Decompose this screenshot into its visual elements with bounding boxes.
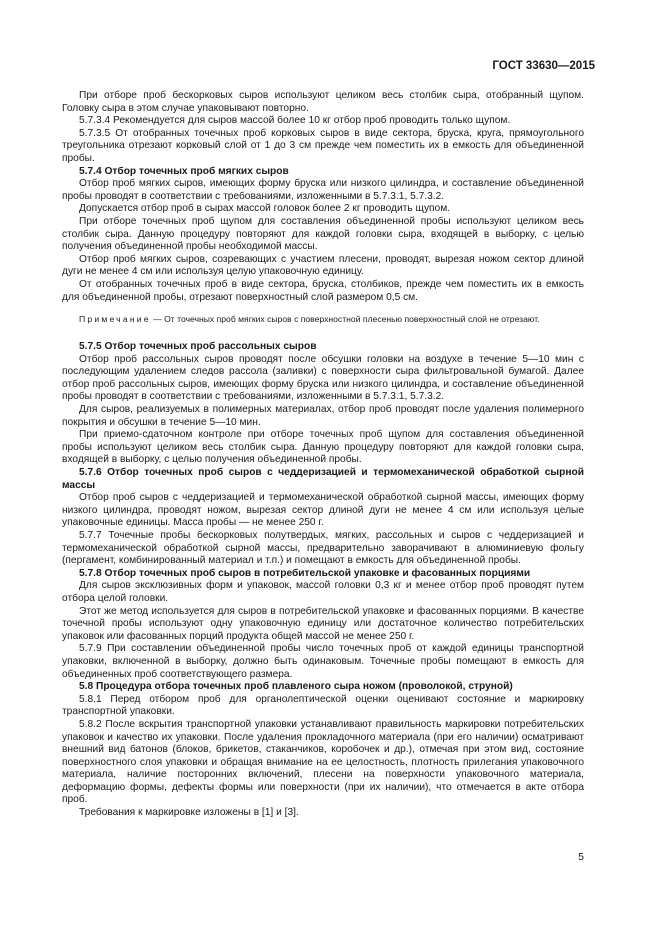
section-heading: 5.7.8 Отбор точечных проб сыров в потребительской упаковке и фасованных порциями [79, 567, 531, 579]
paragraph: Отбор проб мягких сыров, имеющих форму бруска или низкого цилиндра, и составление объединенной пробы проводят в соответствии с требованиями, изложенными в 5.7.3.1, 5.7.3.2. [62, 178, 584, 202]
paragraph: При отборе точечных проб щупом для составления объединенной пробы используют целиком весь столбик сыра. Данную процедуру повторяют для каждой головки сыра, входящей в выборку, с целью получения объединенной пробы необходимой массы. [62, 215, 584, 253]
paragraph: Отбор проб сыров с чеддеризацией и термомеханической обработкой сырной массы, имеющих форму низкого цилиндра, проводят ножом, вырезая сектор длиной дуги не менее 4 см или используя целые упаковочные единицы. Масса пробы — не менее 250 г. [62, 492, 584, 529]
paragraph: 5.8.2 После вскрытия транспортной упаковки устанавливают правильность маркировки потребительских упаковок и качество их упаковки. После удаления прокладочного материала (при его наличии) осматривают внешний вид батонов (блоков, брикетов, стаканчиков, коробочек и др.), отмечая при этом вид, состояние поверхностного слоя упаковки и обращая внимание на ее целостность, плотность прилегания упаковочного материала, наличие посторонних включений, плесени на поверхности упаковочного материала, деформацию формы, дефекты формы или поверхности (при их наличии), что отмечается в акте отбора проб. [62, 718, 584, 806]
paragraph: Для сыров эксклюзивных форм и упаковок, массой головки 0,3 кг и менее отбор проб проводят путем отбора целой головки. [62, 580, 584, 604]
paragraph: 5.8.1 Перед отбором проб для органолептической оценки оценивают состояние и маркировку транспортной упаковки. [62, 693, 584, 718]
paragraph: Этот же метод используется для сыров в потребительской упаковке и фасованных порциями. В качестве точечной пробы используют одну упаковочную единицу или достаточное количество потребительских упаковок или фасованных порций продукта общей массой не менее 250 г. [62, 605, 584, 642]
paragraph: 5.7.3.5 От отобранных точечных проб корковых сыров в виде сектора, бруска, круга, прямоугольного треугольника отрезают корковый слой от 1 до 3 см прежде чем поместить их в емкость для объединенной пробы. [62, 127, 584, 164]
page-number: 5 [578, 851, 584, 863]
paragraph: При отборе проб бескорковых сыров используют целиком весь столбик сыра, отобранный щупом. Головку сыра в этом случае упаковывают повторно. [62, 90, 584, 114]
paragraph: 5.7.9 При составлении объединенной пробы число точечных проб от каждой единицы транспортной упаковки, включенной в выборку, должно быть одинаковым. Точечные пробы помещают в емкость для объединенных проб соответствующего размера. [62, 643, 584, 680]
document-body [62, 90, 584, 820]
section-heading: 5.8 Процедура отбора точечных проб плавленого сыра ножом (проволокой, струной) [79, 681, 513, 693]
section-heading: 5.7.4 Отбор точечных проб мягких сыров [79, 165, 289, 177]
paragraph: Допускается отбор проб в сырах массой головок более 2 кг проводить щупом. [79, 203, 451, 215]
paragraph: 5.7.3.4 Рекомендуется для сыров массой более 10 кг отбор проб проводить только щупом. [79, 115, 511, 127]
paragraph: При приемо-сдаточном контроле при отборе точечных проб щупом для составления объединенной пробы используют целиком весь столбик сыра. Данную процедуру повторяют для каждой головки сыра, входящей в выборку, с целью получения объединенной пробы. [62, 429, 584, 466]
section-heading: 5.7.5 Отбор точечных проб рассольных сыров [79, 341, 317, 353]
paragraph: От отобранных точечных проб в виде сектора, бруска, столбиков, прежде чем поместить их в емкость для объединенной пробы, отрезают поверхностный слой размером 0,5 см. [62, 278, 584, 303]
note-label: Примечание [79, 314, 151, 325]
paragraph: Отбор проб мягких сыров, созревающих с участием плесени, проводят, вырезая ножом сектор длиной дуги не менее 4 см или используя целую упаковочную единицу. [62, 253, 584, 278]
paragraph: Требования к маркировке изложены в [1] и [3]. [79, 807, 299, 819]
paragraph: Для сыров, реализуемых в полимерных материалах, отбор проб проводят после удаления полимерного покрытия и обсушки в течение 5—10 мин. [62, 404, 584, 428]
section-heading: 5.7.6 Отбор точечных проб сыров с чеддеризацией и термомеханической обработкой сырной массы [62, 467, 584, 491]
paragraph: 5.7.7 Точечные пробы бескорковых полутвердых, мягких, рассольных и сыров с чеддеризацией и термомеханической обработкой сырной массы, предварительно заворачивают в алюминиевую фольгу (пергамент, комбинированный материал и т.п.) и помещают в емкость для объединенной пробы. [62, 530, 584, 567]
note-text: — От точечных проб мягких сыров с поверхностной плесенью поверхностный слой не отрезают. [153, 314, 540, 325]
paragraph: Отбор проб рассольных сыров проводят после обсушки головки на воздухе в течение 5—10 мин с последующим удалением следов рассола (заливки) с поверхности сыра фильтровальной бумагой. Далее отбор проб рассольных сыров, имеющих форму бруска или низкого цилиндра, и составление объединенной пробы проводят в соответствии с требованиями, изложенными в 5.7.3.1, 5.7.3.2. [62, 353, 584, 403]
note [62, 314, 584, 325]
doc-code: ГОСТ 33630—2015 [492, 60, 595, 72]
